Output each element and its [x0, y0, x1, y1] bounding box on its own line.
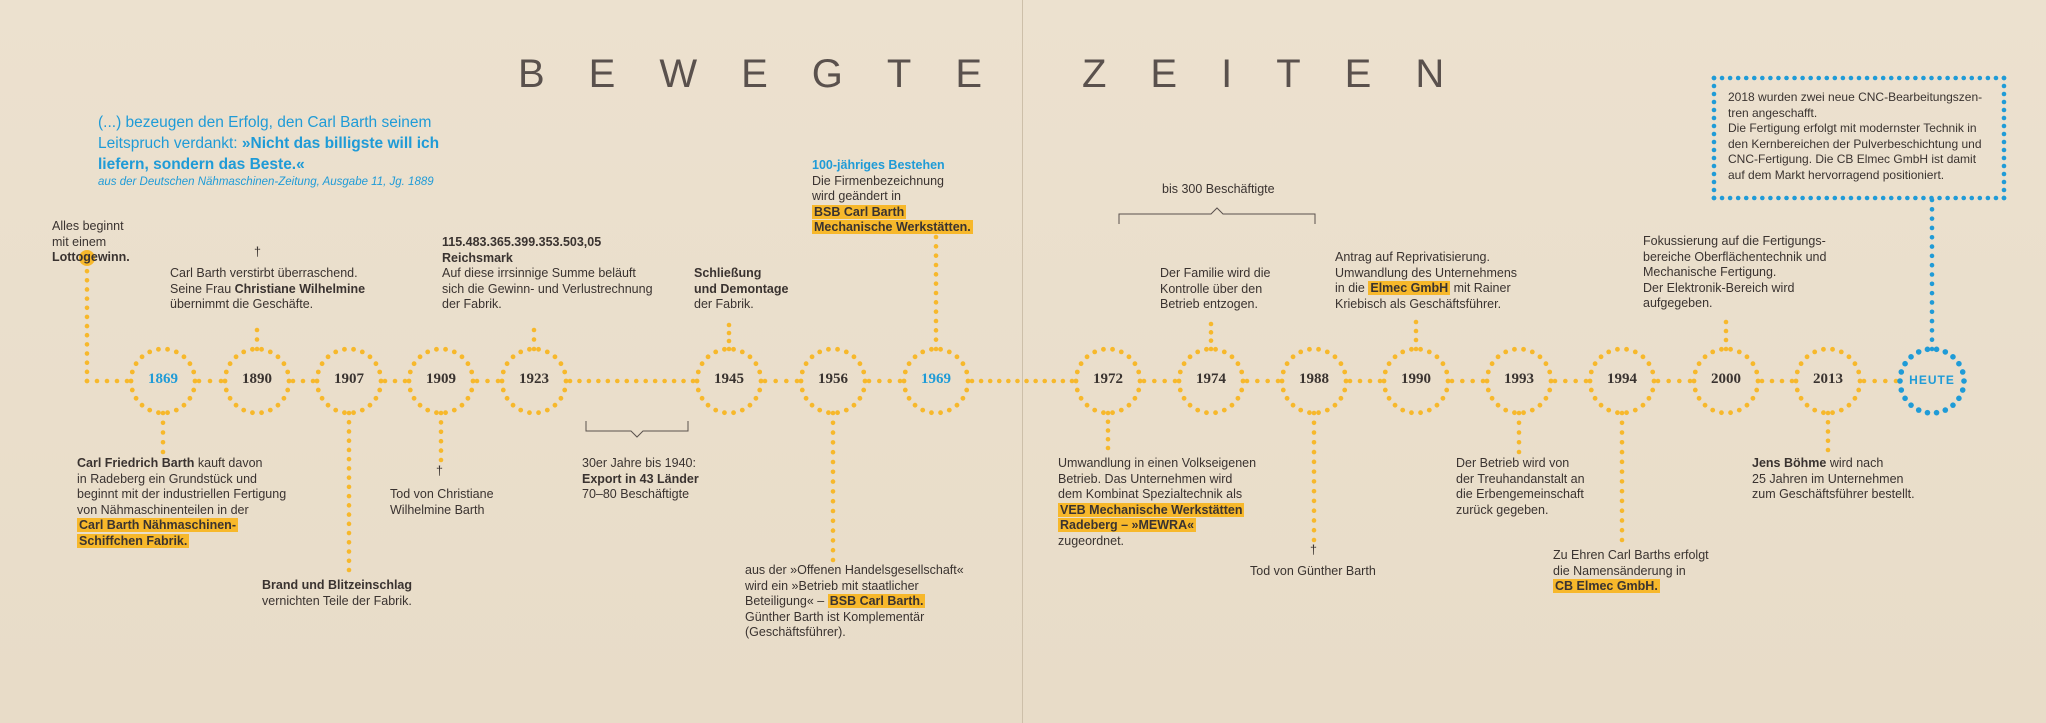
note-1923-bottom: 30er Jahre bis 1940: Export in 43 Länder 70–80 Beschäftigte — [582, 456, 699, 501]
year-label-1972: 1972 — [1093, 371, 1123, 387]
note-1994-bottom: Zu Ehren Carl Barths erfolgt die Namensänderung in CB Elmec GmbH. — [1553, 548, 1709, 593]
note-1909-top: 115.483.365.399.353.503,05 Reichsmark Auf diese irrsinnige Summe beläuft sich die Gewinn- und Verlustrechnung der Fabrik. — [442, 235, 653, 311]
note-2013-bottom: Jens Böhme wird nach 25 Jahren im Unternehmen zum Geschäftsführer bestellt. — [1752, 456, 1915, 501]
note-1969-top: 100-jähriges Bestehen Die Firmenbezeichnung wird geändert in BSB Carl Barth Mechanische Werkstätten. — [812, 158, 971, 234]
year-label-1869: 1869 — [148, 371, 178, 387]
heute-info-text: 2018 wurden zwei neue CNC-Bearbeitungszen- tren angeschafft. Die Fertigung erfolgt mit modernster Technik in den Kernbereichen der Pulverbeschichtung und CNC-Fertigung. Die CB Elmec GmbH ist damit auf dem Markt hervorragend positioniert. — [1728, 90, 1983, 182]
intro-source: aus der Deutschen Nähmaschinen-Zeitung, Ausgabe 11, Jg. 1889 — [98, 176, 434, 188]
dagger-1909: † — [436, 464, 443, 478]
connector-1869-down — [161, 411, 166, 455]
year-label-2000: 2000 — [1711, 371, 1741, 387]
year-label-1969: 1969 — [921, 371, 951, 387]
note-1907-bottom: Brand und Blitzeinschlag vernichten Teile der Fabrik. — [262, 578, 413, 608]
connector-1909-down — [439, 411, 444, 463]
note-1956-bottom: aus der »Offenen Handelsgesellschaft« wird ein »Betrieb mit staatlicher Beteiligung« – BSB Carl Barth. Günther Barth ist Komplementär (Geschäftsführer). — [745, 563, 964, 639]
connector-1945-up — [727, 323, 732, 352]
year-label-heute: HEUTE — [1909, 373, 1955, 387]
dagger-1988: † — [1310, 543, 1317, 557]
note-1869-top: Alles beginnt mit einem Lottogewinn. — [52, 219, 130, 264]
note-1869-bottom: Carl Friedrich Barth kauft davon in Radeberg ein Grundstück und beginnt mit der industriellen Fertigung von Nähmaschinenteilen in der Carl Barth Nähmaschinen- Schiffchen Fabrik. — [77, 456, 287, 548]
note-1972-bottom: Umwandlung in einen Volkseigenen Betrieb. Das Unternehmen wird dem Kombinat Spezialtechnik als VEB Mechanische Werkstätten Radeberg – »MEWRA« zugeordnet. — [1058, 456, 1257, 548]
intro-text: (...) bezeugen den Erfolg, den Carl Barth seinem Leitspruch verdankt: — [98, 114, 432, 152]
note-1909-bottom: Tod von Christiane Wilhelmine Barth — [390, 487, 494, 517]
title-bewegte: BEWEGTE — [518, 52, 1027, 96]
heute-info-box — [1712, 76, 2004, 198]
year-label-1994: 1994 — [1607, 371, 1637, 387]
connector-1972-down — [1106, 411, 1111, 451]
connector-1974-up — [1209, 322, 1214, 352]
year-label-1907: 1907 — [334, 371, 364, 387]
year-label-1909: 1909 — [426, 371, 456, 387]
note-2000-top: Fokussierung auf die Fertigungs- bereiche Oberflächentechnik und Mechanische Fertigung. Der Elektronik-Bereich wird aufgegeben. — [1643, 234, 1827, 310]
year-label-1993: 1993 — [1504, 371, 1534, 387]
connector-1956-down — [831, 411, 836, 563]
note-1890-top: Carl Barth verstirbt überraschend. Seine Frau Christiane Wilhelmine übernimmt die Geschäfte. — [170, 266, 366, 311]
year-label-1923: 1923 — [519, 371, 549, 387]
connector-1993-down — [1517, 411, 1522, 455]
connector-1990-up — [1414, 320, 1419, 352]
year-label-1974: 1974 — [1196, 371, 1226, 387]
note-1945-top: Schließung und Demontage der Fabrik. — [694, 266, 789, 311]
bracket-label-top: bis 300 Beschäftigte — [1162, 182, 1275, 196]
bracket-1972-1988 — [1119, 208, 1315, 224]
connector-1988-down — [1312, 411, 1317, 543]
connector-1969-up — [934, 235, 939, 352]
timeline-segment — [970, 379, 1075, 384]
connector-1907-down — [347, 411, 352, 573]
note-1988-bottom: Tod von Günther Barth — [1250, 564, 1376, 578]
connector-2013-down — [1826, 411, 1831, 453]
title-zeiten: ZEITEN — [1082, 52, 1489, 96]
timeline-segment — [568, 379, 696, 384]
year-label-1945: 1945 — [714, 371, 744, 387]
note-1990-top: Antrag auf Reprivatisierung. Umwandlung des Unternehmens in die Elmec GmbH mit Rainer Kriebisch als Geschäftsführer. — [1335, 250, 1518, 311]
bracket-1923 — [586, 421, 688, 437]
year-label-1956: 1956 — [818, 371, 848, 387]
connector-2000-up — [1724, 320, 1729, 352]
connector-1923-up — [532, 328, 537, 352]
dagger-1890: † — [254, 245, 261, 259]
connector-heute-up — [1930, 198, 1935, 352]
connector-1869-up — [85, 260, 90, 384]
intro-motto: »Nicht das billigste will ich liefern, sondern das Beste.« — [98, 135, 440, 173]
connector-1890-up — [255, 328, 260, 352]
year-label-1890: 1890 — [242, 371, 272, 387]
note-1974-top: Der Familie wird die Kontrolle über den Betrieb entzogen. — [1160, 266, 1271, 311]
connector-1994-down — [1620, 411, 1625, 543]
year-label-2013: 2013 — [1813, 371, 1843, 387]
year-label-1988: 1988 — [1299, 371, 1329, 387]
year-label-1990: 1990 — [1401, 371, 1431, 387]
note-1993-bottom: Der Betrieb wird von der Treuhandanstalt an die Erbengemeinschaft zurück gegeben. — [1456, 456, 1585, 517]
